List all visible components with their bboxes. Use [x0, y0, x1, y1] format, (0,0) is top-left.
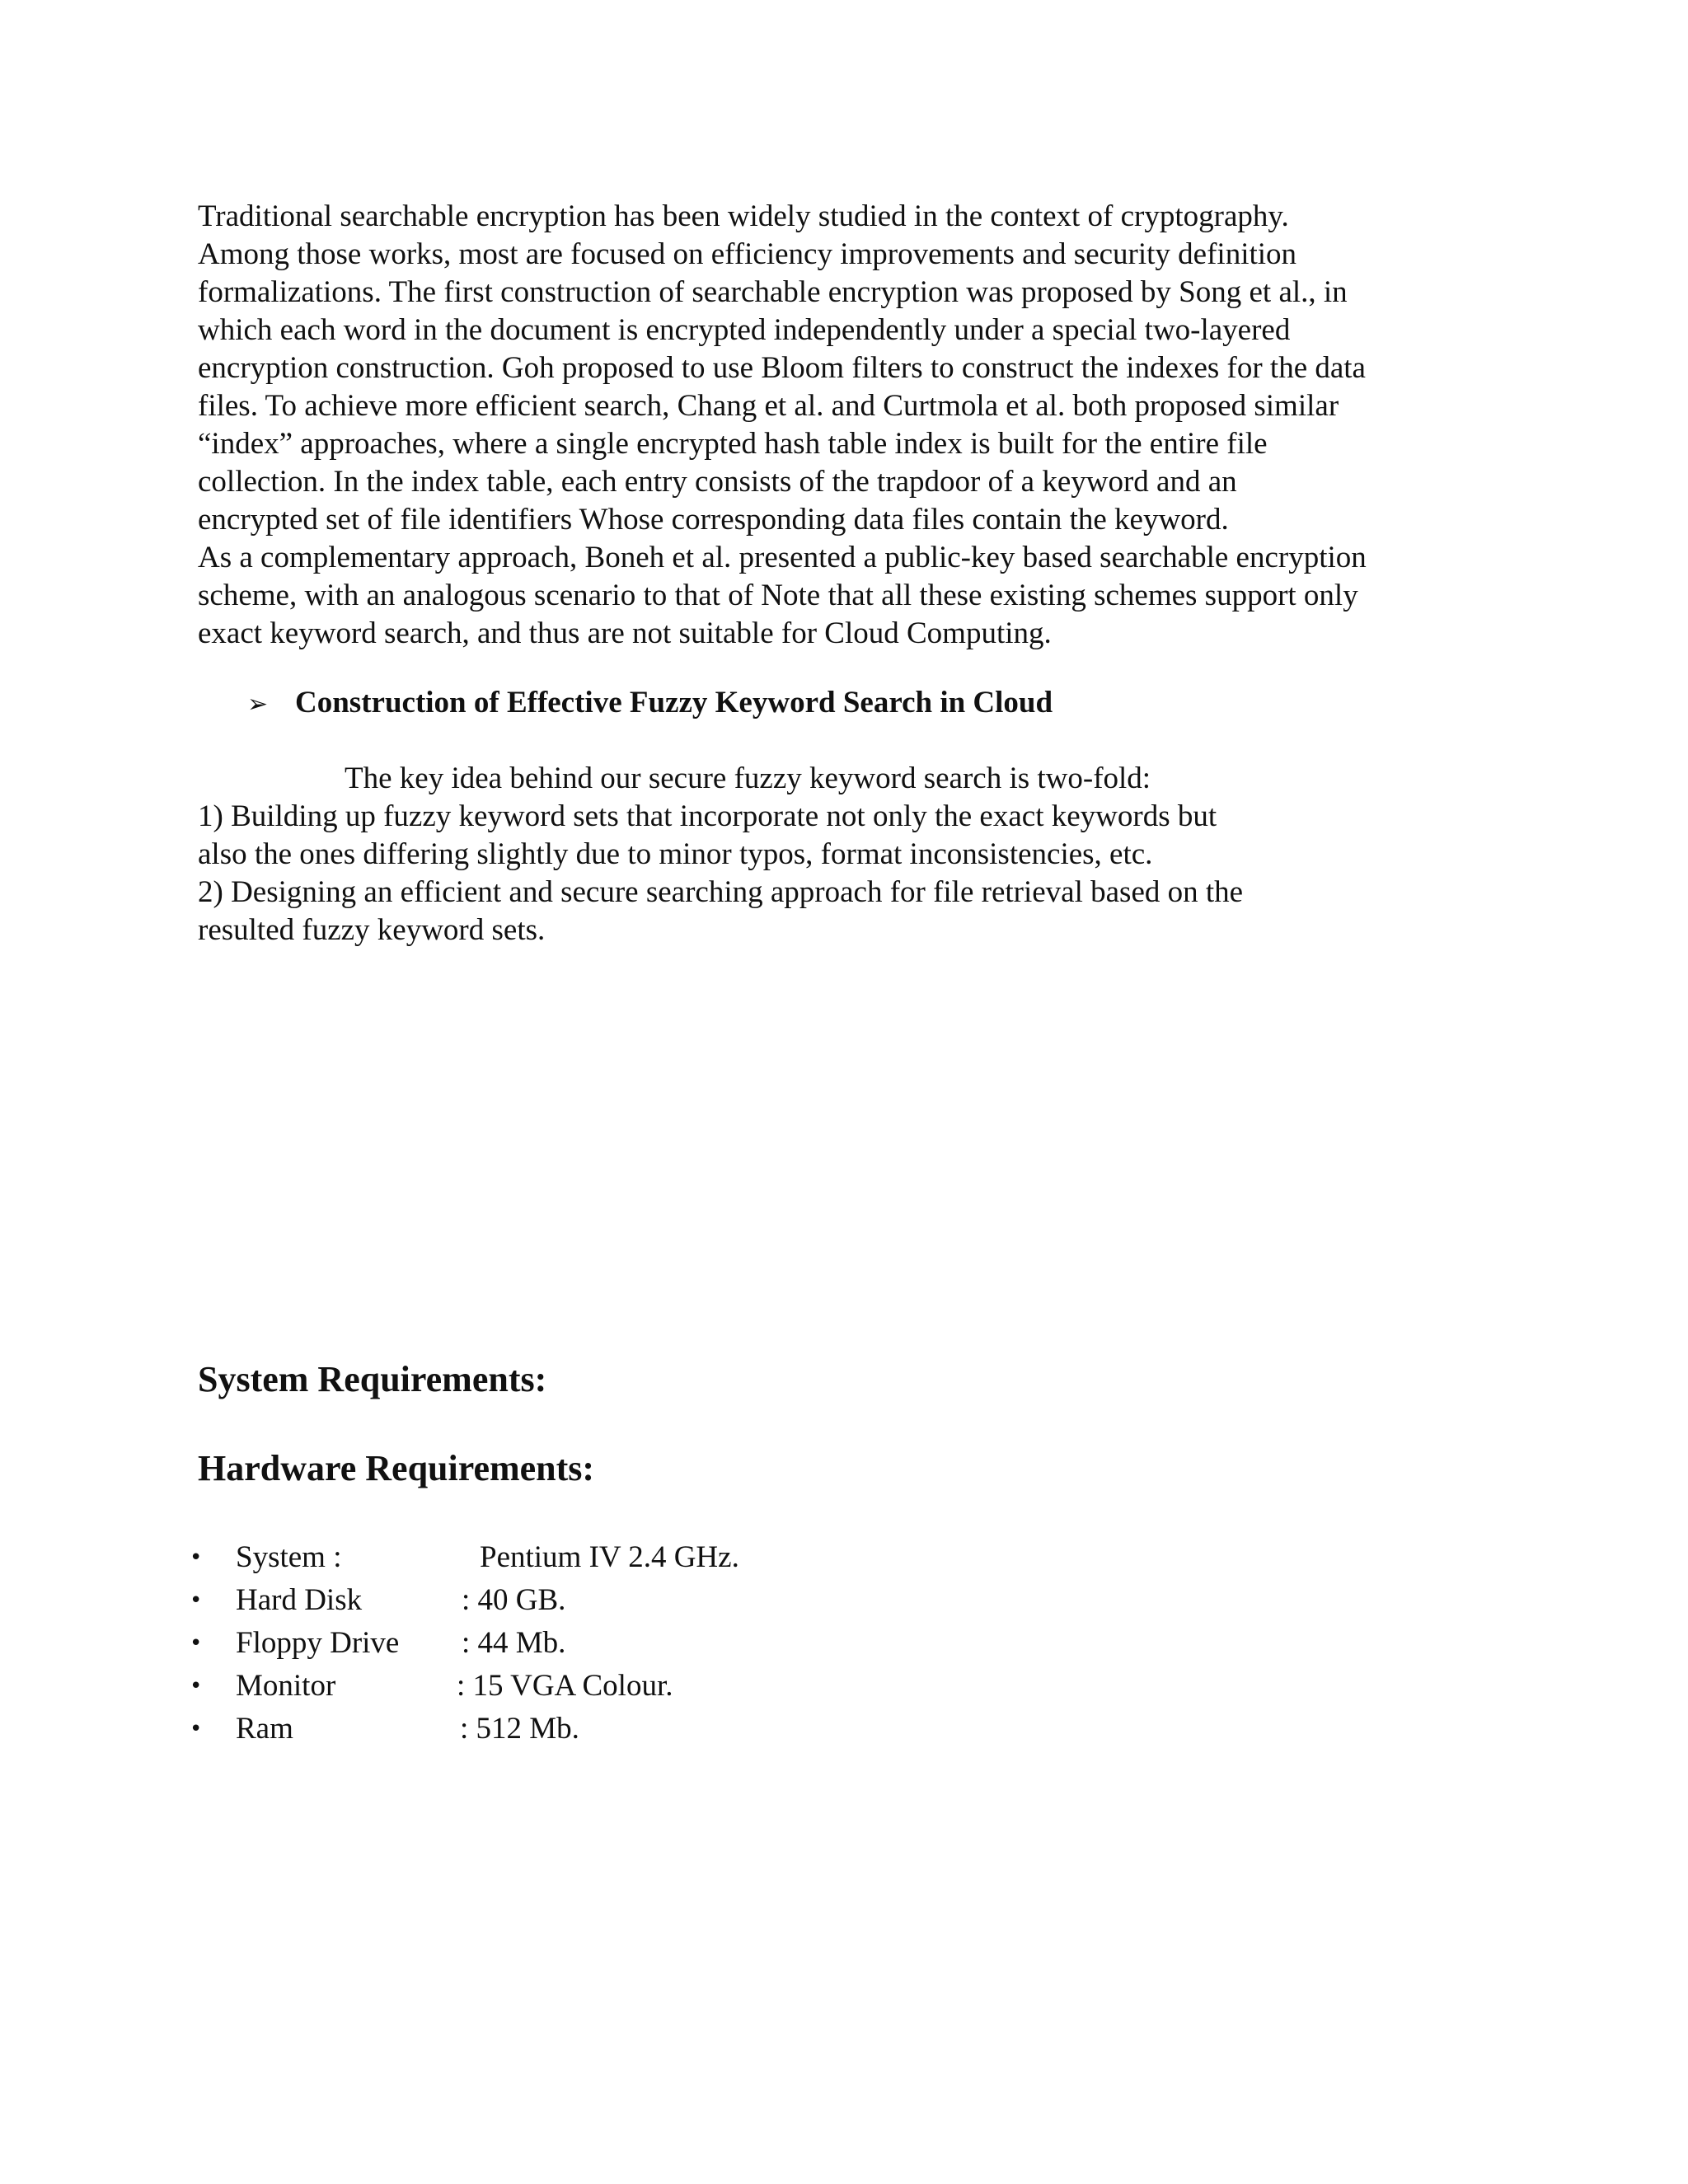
paragraph-line: formalizations. The first construction of searchable encryption was proposed by Song et al., in — [198, 275, 1348, 309]
arrow-bullet-icon: ➢ — [247, 690, 269, 719]
section-heading — [247, 684, 1053, 724]
hardware-value: Pentium IV 2.4 GHz. — [480, 1540, 739, 1574]
paragraph-line: collection. In the index table, each entry consists of the trapdoor of a keyword and an — [198, 465, 1237, 499]
section-heading-text: Construction of Effective Fuzzy Keyword Search in Cloud — [295, 686, 1053, 719]
bullet-icon: • — [190, 1588, 203, 1613]
paragraph-line: encrypted set of file identifiers Whose corresponding data files contain the keyword. — [198, 503, 1229, 537]
intro-paragraph — [198, 198, 1517, 653]
paragraph-line: “index” approaches, where a single encrypted hash table index is built for the entire file — [198, 427, 1268, 461]
paragraph-line: 2) Designing an efficient and secure searching approach for file retrieval based on the — [198, 875, 1244, 909]
bullet-icon: • — [190, 1545, 203, 1570]
bullet-icon: • — [190, 1631, 203, 1656]
paragraph-line: Traditional searchable encryption has been widely studied in the context of cryptography. — [198, 199, 1289, 233]
paragraph-line: exact keyword search, and thus are not suitable for Cloud Computing. — [198, 616, 1052, 650]
paragraph-line: encryption construction. Goh proposed to use Bloom filters to construct the indexes for the data — [198, 351, 1366, 385]
paragraph-line: files. To achieve more efficient search, Chang et al. and Curtmola et al. both proposed similar — [198, 389, 1339, 423]
system-requirements-heading: System Requirements: — [198, 1359, 547, 1399]
hardware-label: Floppy Drive — [236, 1626, 400, 1660]
hardware-value: : 512 Mb. — [460, 1712, 579, 1746]
paragraph-line: As a complementary approach, Boneh et al. presented a public-key based searchable encryption — [198, 541, 1367, 574]
bullet-icon: • — [190, 1717, 203, 1741]
hardware-label: System : — [236, 1540, 342, 1574]
hardware-label: Hard Disk — [236, 1583, 363, 1617]
paragraph-line: which each word in the document is encrypted independently under a special two-layered — [198, 313, 1291, 347]
bullet-icon: • — [190, 1674, 203, 1699]
hardware-value: : 15 VGA Colour. — [457, 1669, 673, 1703]
paragraph-line: Among those works, most are focused on efficiency improvements and security definition — [198, 237, 1297, 271]
paragraph-line: also the ones differing slightly due to minor typos, format inconsistencies, etc. — [198, 837, 1153, 871]
paragraph-line: scheme, with an analogous scenario to that of Note that all these existing schemes support only — [198, 579, 1358, 612]
paragraph-line: resulted fuzzy keyword sets. — [198, 913, 546, 947]
paragraph-line: 1) Building up fuzzy keyword sets that incorporate not only the exact keywords but — [198, 799, 1217, 833]
hardware-label: Ram — [236, 1712, 293, 1746]
key-idea-paragraph — [198, 760, 1517, 949]
hardware-label: Monitor — [236, 1669, 336, 1703]
hardware-value: : 40 GB. — [462, 1583, 566, 1617]
hardware-requirements-heading: Hardware Requirements: — [198, 1448, 595, 1488]
hardware-value: : 44 Mb. — [462, 1626, 566, 1660]
paragraph-line: The key idea behind our secure fuzzy keyword search is two-fold: — [345, 762, 1151, 795]
